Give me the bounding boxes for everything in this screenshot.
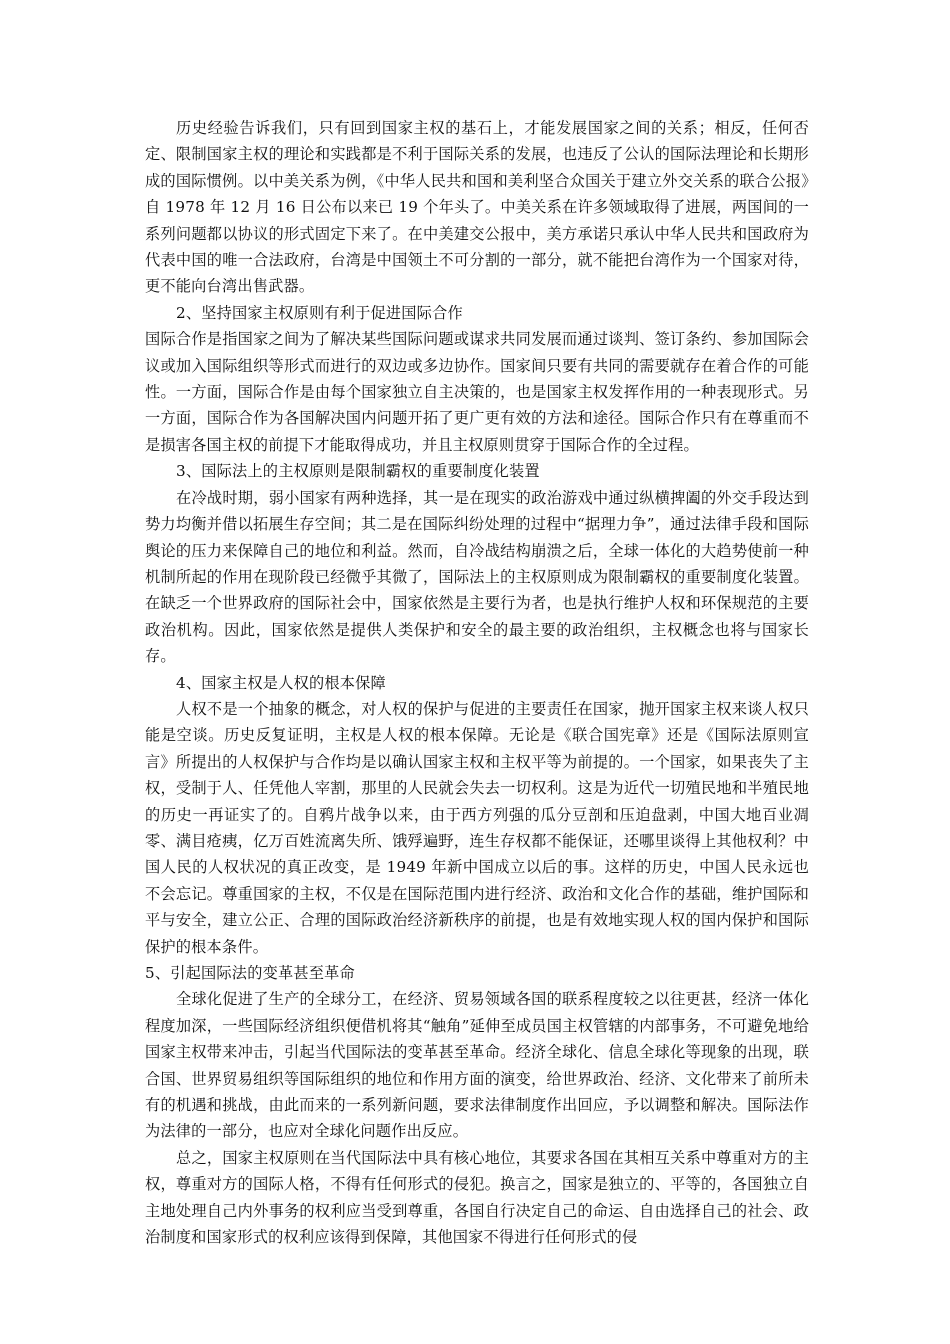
paragraph-cold-war: 在冷战时期，弱小国家有两种选择，其一是在现实的政治游戏中通过纵横捭阖的外交手段达到势力均衡并借以拓展生存空间；其二是在国际纠纷处理的过程中“据理力争”，通过法律手段和国际舆论的压力来保障自己的地位和利益。然而，自冷战结构崩溃之后，全球一体化的大趋势使前一种机制所起的作用在现阶段已经微乎其微了，国际法上的主权原则成为限制霸权的重要制度化装置。在缺乏一个世界政府的国际社会中，国家依然是主要行为者，也是执行维护人权和环保规范的主要政治机构。因此，国家依然是提供人类保护和安全的最主要的政治组织，主权概念也将与国家长存。 — [145, 488, 809, 666]
section-heading-2: 2、坚持国家主权原则有利于促进国际合作 — [176, 303, 463, 322]
paragraph-history-experience: 历史经验告诉我们，只有回到国家主权的基石上，才能发展国家之间的关系；相反，任何否定、限制国家主权的理论和实践都是不利于国际关系的发展，也违反了公认的国际法理论和长期形成的国际惯例。以中美关系为例，《中华人民共和国和美利坚合众国关于建立外交关系的联合公报》自 1978 年 12 月 16 日公布以来已 19 个年头了。中美关系在许多领域取得了进展，两国间的一系列问题都以协议的形式固定下来了。在中美建交公报中，美方承诺只承认中华人民共和国政府为代表中国的唯一合法政府，台湾是中国领土不可分割的一部分，就不能把台湾作为一个国家对待，更不能向台湾出售武器。 — [145, 119, 809, 296]
paragraph-conclusion: 总之，国家主权原则在当代国际法中具有核心地位，其要求各国在其相互关系中尊重对方的主权，尊重对方的国际人格，不得有任何形式的侵犯。换言之，国家是独立的、平等的，各国独立自主地处理自己内外事务的权利应当受到尊重，各国自行决定自己的命运、自由选择自己的社会、政治制度和国家形式的权利应该得到保障，其他国家不得进行任何形式的侵 — [145, 1148, 809, 1247]
section-heading-4: 4、国家主权是人权的根本保障 — [176, 673, 386, 692]
paragraph-human-rights: 人权不是一个抽象的概念，对人权的保护与促进的主要责任在国家，抛开国家主权来谈人权只能是空谈。历史反复证明，主权是人权的根本保障。无论是《联合国宪章》还是《国际法原则宣言》所提出的人权保护与合作均是以确认国家主权和主权平等为前提的。一个国家，如果丧失了主权，受制于人、任凭他人宰割，那里的人民就会失去一切权利。这是为近代一切殖民地和半殖民地的历史一再证实了的。自鸦片战争以来，由于西方列强的瓜分豆剖和压迫盘剥，中国大地百业凋零、满目疮痍，亿万百姓流离失所、饿殍遍野，连生存权都不能保证，还哪里谈得上其他权利？中国人民的人权状况的真正改变，是 1949 年新中国成立以后的事。这样的历史，中国人民永远也不会忘记。尊重国家的主权，不仅是在国际范围内进行经济、政治和文化合作的基础，维护国际和平与安全，建立公正、合理的国际政治经济新秩序的前提，也是有效地实现人权的国内保护和国际保护的根本条件。 — [145, 699, 809, 956]
paragraph-globalization: 全球化促进了生产的全球分工，在经济、贸易领域各国的联系程度较之以往更甚，经济一体化程度加深，一些国际经济组织便借机将其“触角”延伸至成员国主权管辖的内部事务，不可避免地给国家主权带来冲击，引起当代国际法的变革甚至革命。经济全球化、信息全球化等现象的出现，联合国、世界贸易组织等国际组织的地位和作用方面的演变，给世界政治、经济、文化带来了前所未有的机遇和挑战，由此而来的一系列新问题，要求法律制度作出回应，予以调整和解决。国际法作为法律的一部分，也应对全球化问题作出反应。 — [145, 990, 809, 1141]
section-heading-5: 5、引起国际法的变革甚至革命 — [145, 964, 355, 982]
paragraph-international-cooperation: 国际合作是指国家之间为了解决某些国际问题或谋求共同发展而通过谈判、签订条约、参加国际会议或加入国际组织等形式而进行的双边或多边协作。国家间只要有共同的需要就存在着合作的可能性。一方面，国际合作是由每个国家独立自主决策的，也是国家主权发挥作用的一种表现形式。另一方面，国际合作为各国解决国内问题开拓了更广更有效的方法和途径。国际合作只有在尊重而不是损害各国主权的前提下才能取得成功，并且主权原则贯穿于国际合作的全过程。 — [145, 330, 809, 454]
section-heading-3: 3、国际法上的主权原则是限制霸权的重要制度化装置 — [176, 462, 540, 481]
document-body — [145, 115, 809, 1250]
